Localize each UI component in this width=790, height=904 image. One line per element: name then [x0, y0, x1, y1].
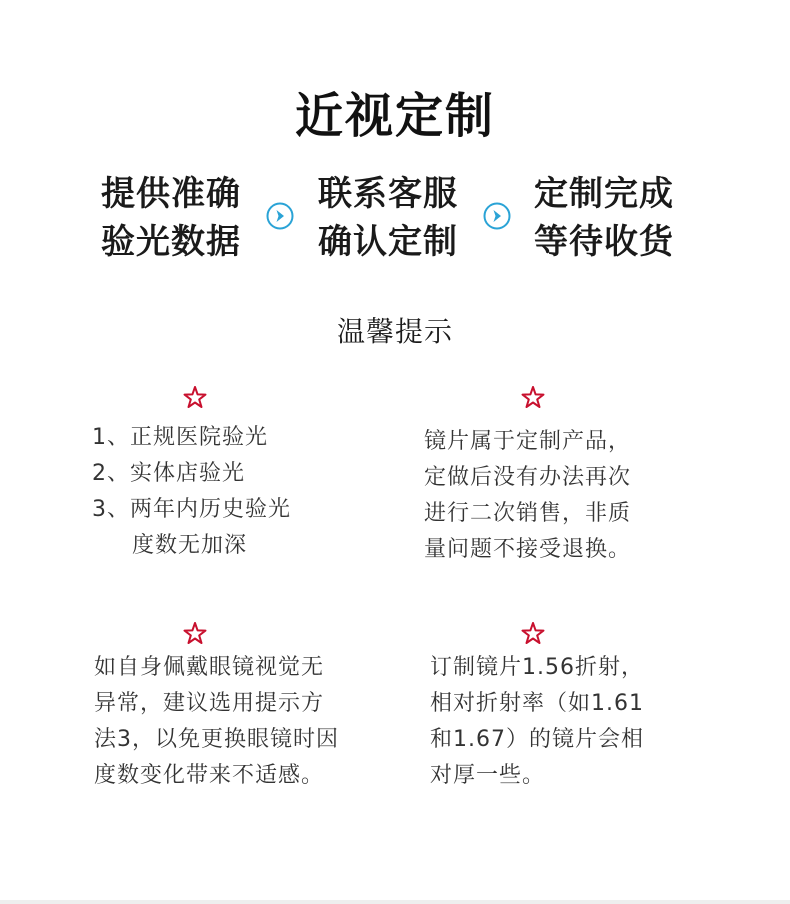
- step-1: [86, 170, 256, 266]
- star-icon: [182, 621, 208, 647]
- star-icon: [520, 385, 546, 411]
- tip-4-line-3: 和1.67）的镜片会相: [430, 727, 644, 752]
- tip-3-line-1: 如自身佩戴眼镜视觉无: [94, 655, 325, 680]
- step-2-line-1: 联系客服: [318, 174, 458, 214]
- tip-4-line-1: 订制镜片1.56折射，: [430, 655, 644, 680]
- step-3-line-2: 等待收货: [534, 222, 674, 262]
- tip-3-line-2: 异常，建议选用提示方: [94, 691, 325, 716]
- section-subtitle: 温馨提示: [336, 315, 453, 348]
- star-icon: [520, 621, 546, 647]
- step-1-line-1: 提供准确: [101, 174, 241, 214]
- tip-4-line-2: 相对折射率（如1.61: [430, 691, 644, 716]
- tip-3-line-3: 法3，以免更换眼镜时因: [94, 727, 339, 752]
- bottom-divider: [0, 900, 790, 904]
- tip-2-line-3: 进行二次销售，非质: [424, 501, 632, 526]
- arrow-right-icon: [483, 202, 511, 230]
- tip-block-2: [424, 424, 631, 568]
- tip-1-line-1: 1、正规医院验光: [92, 425, 268, 450]
- tip-block-3: [94, 650, 339, 794]
- tip-2-line-2: 定做后没有办法再次: [424, 465, 632, 490]
- tip-4-line-4: 对厚一些。: [430, 763, 546, 788]
- tip-2-line-1: 镜片属于定制产品，: [424, 429, 632, 454]
- tip-1-line-4: 度数无加深: [132, 533, 248, 558]
- step-1-line-2: 验光数据: [101, 222, 241, 262]
- star-icon: [182, 385, 208, 411]
- page-title: 近视定制: [294, 88, 495, 144]
- step-3: [519, 170, 689, 266]
- step-2: [303, 170, 473, 266]
- tip-3-line-4: 度数变化带来不适感。: [94, 763, 325, 788]
- tip-block-4: [430, 650, 644, 794]
- step-2-line-2: 确认定制: [318, 222, 458, 262]
- arrow-right-icon: [266, 202, 294, 230]
- tip-1-line-2: 2、实体店验光: [92, 461, 245, 486]
- tip-2-line-4: 量问题不接受退换。: [424, 537, 632, 562]
- step-3-line-1: 定制完成: [534, 174, 674, 214]
- tip-1-line-3: 3、两年内历史验光: [92, 497, 291, 522]
- tip-block-1: [92, 420, 291, 564]
